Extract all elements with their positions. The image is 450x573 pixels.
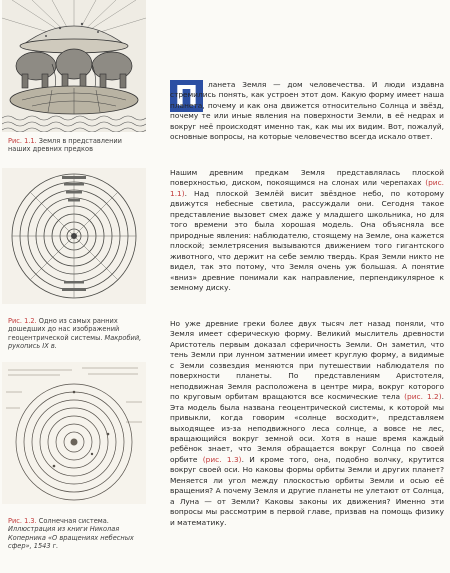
paragraph-text: . И кроме того, она, подобно волчку, крутится вокруг своей оси. Но каковы формы орбиты Земли и других планет? Меняется ли угол между плоскостью орбиты Земли и осью её вращения? А почему Земля и другие планеты не улетают от Солнца, а Луна — от Земли? Каковы законы их движения? Именно эти вопросы мы рассмотрим в первой главе, призвав на помощь физику и математику. bbox=[170, 454, 444, 527]
paragraph-spherical-earth bbox=[170, 319, 444, 528]
drop-cap: П bbox=[170, 80, 203, 112]
figure-reference: (рис. 1.2) bbox=[404, 392, 442, 402]
figure-reference: (рис. 1.1) bbox=[170, 178, 444, 198]
figure-caption-text: Солнечная система. bbox=[38, 517, 109, 525]
elephants-engraving-image bbox=[2, 0, 146, 132]
figure-label: Рис. 1.2. bbox=[8, 317, 37, 325]
figure-reference: (рис. 1.3) bbox=[202, 454, 242, 464]
figure-label: Рис. 1.1. bbox=[8, 137, 37, 145]
paragraph-flat-earth bbox=[170, 168, 444, 293]
figure-1-2-caption bbox=[8, 317, 146, 351]
paragraph-intro bbox=[170, 80, 444, 143]
paragraph-text: Но уже древние греки более двух тысяч лет назад поняли, что Земля имеет сферическую форму. Великий мыслитель древности Аристотель первым доказал сферичность Земли. Он заметил, что тень Земли при лунном затмении имеет круглую форму, а видимые с Земли созвездия меняются при путешествии наблюдателя по поверхности планеты. По представлениям Аристотеля, неподвижная Земля расположена в центре мира, вокруг которого по круговым орбитам вращаются все космические тела bbox=[170, 319, 444, 402]
paragraph-text: . Над плоской Землёй висит звёздное небо, по которому движутся небесные светила, рассуждали они. Сегодня такое представление вызовет смех даже у младшего школьника, но для того времени это была хорошая модель. Она объясняла все природные явления: наблюдателю, стоящему на Земле, она кажется плоской; землетрясения вызываются движением того гигантского животного, что держит на себе землю твердь. Края Земли никто не видел, так это потому, что Земля очень уж большая. А понятие «вниз» древние понимали как направление, перпендикулярное к земному диску. bbox=[170, 188, 444, 292]
figure-flat-earth-elephants bbox=[2, 0, 146, 132]
figure-caption-text: Земля в представлении наших древних предков bbox=[8, 137, 122, 154]
figure-source: Макробий, рукопись IX в. bbox=[8, 333, 142, 351]
figure-label: Рис. 1.3. bbox=[8, 517, 37, 525]
figure-copernicus-diagram bbox=[2, 362, 146, 504]
figure-caption-text: Одно из самых ранних дошедших до нас изображений геоцентрической системы. bbox=[8, 317, 120, 342]
figure-geocentric-diagram bbox=[2, 168, 146, 304]
geocentric-spheres-image bbox=[2, 168, 146, 304]
heliocentric-system-image bbox=[2, 362, 146, 504]
paragraph-text: Нашим древним предкам Земля представлялась плоской поверхностью, диском, покоящимся на слонах или черепахах bbox=[170, 168, 444, 188]
figure-1-1-caption bbox=[8, 137, 146, 154]
figure-source: Иллюстрация из книги Николая Коперника «О вращениях небесных сфер», 1543 г. bbox=[8, 525, 134, 551]
paragraph-text: . Эта модель была названа геоцентрической системы, к которой мы привыкли, когда говорим «солнце восходит», представляем выходящее из-за неподвижного леса солнце, а вовсе не лес, вращающийся вокруг земной оси. Хотя в наше время каждый ребёнок знает, что Земля обращается вокруг Солнца по своей орбите bbox=[170, 392, 445, 464]
intro-text: ланета Земля — дом человечества. И люди издавна стремились понять, как устроен этот дом. Какую форму имеет наша планета, почему и как она движется относительно Солнца и звёзд, почему те или иные явления на поверхности Земли, в её недрах и вокруг неё происходят именно так, как мы их видим. Вот, пожалуй, основные вопросы, на которые человечество всегда искало ответ. bbox=[170, 80, 444, 142]
figure-1-3-caption bbox=[8, 517, 146, 551]
